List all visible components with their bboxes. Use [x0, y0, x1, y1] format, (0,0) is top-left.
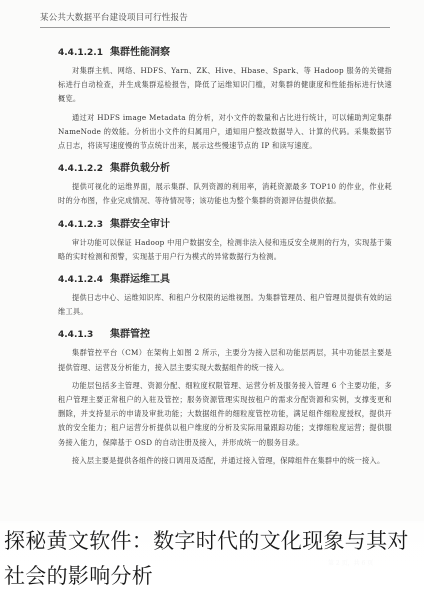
paragraph: 审计功能可以保证 Hadoop 中用户数据安全，检测非法入侵和违反安全规则的行为，实现基于策略的实时检测和预警，实现基于用户行为模式的异常数据行为检测。	[58, 237, 392, 261]
section-number: 4.4.1.3	[58, 330, 94, 341]
section-number: 4.4.1.2.4	[58, 275, 103, 286]
section-heading	[58, 273, 392, 287]
paragraph: 功能层包括多主管理、资源分配、细粒度权限管理、运营分析及服务接入管理 6 个主要功能，多租户管理主要正常租户的入驻及管控；服务资源管理实现按租户的需求分配资源和实例，支撑变更和删除，并支持显示的申请及审批功能；大数据组件的细粒度管控功能，满足组件细粒度授权，提供开放的安全能力；租户运营分析提供以租户维度的分析及实际用量跟踪功能；支撑细粒度运营；提供服务接入能力，保障基于 OSD 的自动注册及接入，并形成统一的服务目录。	[58, 380, 392, 447]
section-number: 4.4.1.2.3	[58, 219, 103, 230]
section-title: 集群负载分析	[110, 163, 170, 175]
paragraph: 对集群主机、网络、HDFS、Yarn、ZK、Hive、Hbase、Spark、等 Hadoop 服务的关键指标进行自动检查，并生成集群巡检报告，降低了运维知识门槛，对集群的健康度和性能指标进行快速概览。	[58, 66, 392, 104]
section-heading	[58, 328, 392, 342]
section-title: 集群运维工具	[110, 274, 170, 286]
document-body	[58, 46, 392, 468]
section-title: 集群管控	[110, 329, 150, 341]
header-divider	[40, 27, 390, 28]
section-heading	[58, 46, 392, 60]
section-number: 4.4.1.2.1	[58, 48, 103, 58]
paragraph: 提供可视化的运维界面，展示集群、队列资源的利用率，消耗资源最多 TOP10 的作业，作业耗时的分布图，作业完成情况、等待情况等；该功能也为整个集群的资源评估提供依据。	[58, 182, 392, 206]
report-header-title: 某公共大数据平台建设项目可行性报告	[40, 13, 188, 23]
section-number: 4.4.1.2.2	[58, 164, 103, 175]
paragraph: 集群管控平台（CM）在架构上如图 2 所示，主要分为接入层和功能层两层，其中功能层主要是提供管理、运营及分析能力，接入层主要实现大数据组件的统一接入。	[58, 348, 392, 372]
section-title: 集群安全审计	[110, 218, 170, 230]
section-title: 集群性能洞察	[110, 47, 170, 58]
caption-title: 探秘黄文软件：数字时代的文化现象与其对社会的影响分析	[4, 529, 409, 588]
paragraph: 提供日志中心、运维知识库、和租户分权限的运维视图。为集群管理员、租户管理员提供有效的运维工具。	[58, 293, 392, 317]
section-heading	[58, 218, 392, 232]
paragraph: 通过对 HDFS image Metadata 的分析，对小文件的数量和占比进行统计，可以辅助判定集群 NameNode 的效能。分析出小文件的归属用户，通知用户整改数据导入、计算的代码。采集数据节点日志，将读写速度慢的节点统计出来，展示这些慢速节点的 IP 和读写速度。	[58, 112, 392, 151]
paragraph: 接入层主要是提供各组件的接口调用及适配，并通过接入管理，保障组件在集群中的统一接入。	[72, 455, 385, 465]
section-heading	[58, 162, 392, 176]
